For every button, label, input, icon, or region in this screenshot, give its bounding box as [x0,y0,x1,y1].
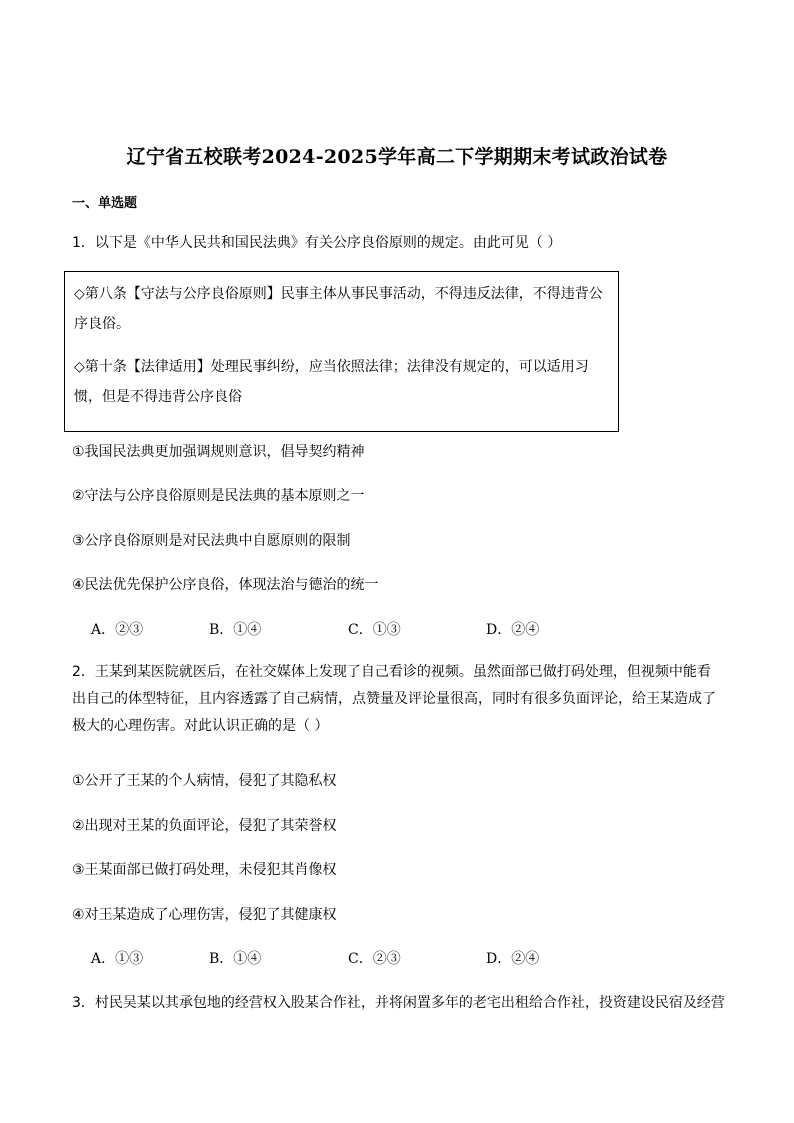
legal-excerpt-box [64,271,619,432]
excerpt-article-8: ◇第八条【守法与公序良俗原则】民事主体从事民事活动，不得违反法律，不得违背公序良俗。 [74,286,603,332]
section-heading: 一、单选题 [72,196,138,211]
q1-statement-1: ①我国民法典更加强调规则意识，倡导契约精神 [72,444,365,460]
q2-statement-2: ②出现对王某的负面评论，侵犯了其荣誉权 [72,818,337,834]
q2-statement-3: ③王某面部已做打码处理，未侵犯其肖像权 [72,862,337,878]
page-title: 辽宁省五校联考2024-2025学年高二下学期期末考试政治试卷 [126,146,668,168]
q1-option-b[interactable]: B．①④ [209,622,262,638]
q2-option-a[interactable]: A．①③ [91,951,144,967]
q2-option-b[interactable]: B．①④ [209,951,262,967]
q2-statement-4: ④对王某造成了心理伤害，侵犯了其健康权 [72,907,337,923]
q1-option-d[interactable]: D．②④ [486,622,540,638]
q1-option-a[interactable]: A．②③ [91,622,144,638]
q2-option-c[interactable]: C．②③ [348,951,401,967]
question-1-stem: 1．以下是《中华人民共和国民法典》有关公序良俗原则的规定。由此可见（ ） [72,235,562,251]
q1-statement-2: ②守法与公序良俗原则是民法典的基本原则之一 [72,488,365,504]
question-2-stem: 2．王某到某医院就医后，在社交媒体上发现了自己看诊的视频。虽然面部已做打码处理，但视频中能看出自己的体型特征，且内容透露了自己病情，点赞量及评论量很高，同时有很多负面评论，给王某造成了极大的心理伤害。对此认识正确的是（ ） [72,664,716,734]
q2-option-d[interactable]: D．②④ [486,951,540,967]
q1-option-c[interactable]: C．①③ [348,622,401,638]
question-3-stem: 3．村民吴某以其承包地的经营权入股某合作社，并将闲置多年的老宅出租给合作社，投资建设民宿及经营 [72,995,725,1011]
excerpt-article-10: ◇第十条【法律适用】处理民事纠纷，应当依照法律；法律没有规定的，可以适用习惯，但是不得违背公序良俗 [74,359,589,405]
q2-statement-1: ①公开了王某的个人病情，侵犯了其隐私权 [72,773,337,789]
q1-statement-3: ③公序良俗原则是对民法典中自愿原则的限制 [72,533,351,549]
q1-statement-4: ④民法优先保护公序良俗，体现法治与德治的统一 [72,577,379,593]
